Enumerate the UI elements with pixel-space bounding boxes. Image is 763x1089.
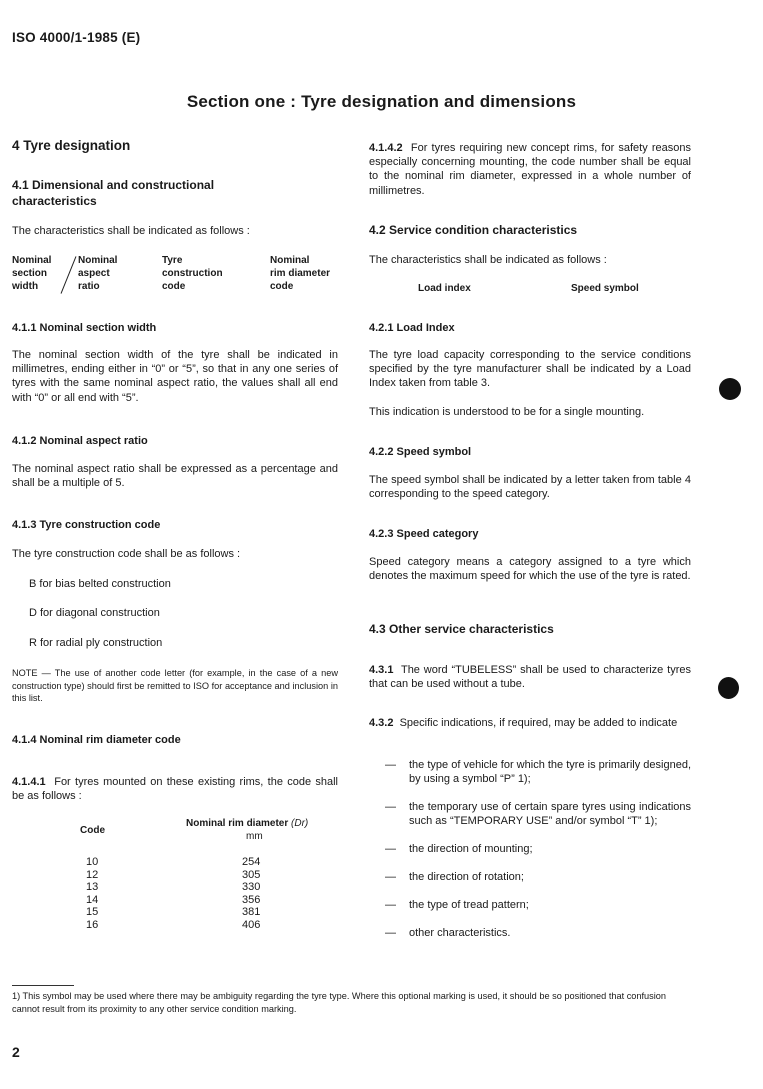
designation-text: aspect <box>78 267 110 279</box>
para-4-2-3: Speed category means a category assigned to a tyre which denotes the maximum speed for which the use of the tyre is rated. <box>369 556 691 583</box>
para-text: Specific indications, if required, may be added to indicate <box>399 717 678 729</box>
para-4-2-1-a: The tyre load capacity corresponding to the service conditions specified by the tyre manufacturer shall be indicated by a Load Index taken from table 3. <box>369 349 691 390</box>
para-4-3-1 <box>369 663 691 691</box>
para-4-1: The characteristics shall be indicated as follows : <box>12 225 250 237</box>
para-text: For tyres mounted on these existing rims, the code shall be as follows : <box>12 776 338 803</box>
table-cell-diameter: 381 <box>242 906 261 918</box>
heading-4-1-1: 4.1.1 Nominal section width <box>12 322 157 334</box>
designation-text: rim diameter <box>270 267 331 279</box>
table-cell-code: 15 <box>86 906 99 918</box>
footnote: 1) This symbol may be used where there may be ambiguity regarding the tyre type. Where this optional marking is used, it should be so positioned that confusion cannot result from its proximity to any other service condition marking. <box>12 991 667 1014</box>
dash-mark: — <box>385 801 396 813</box>
heading-4-1-3: 4.1.3 Tyre construction code <box>12 519 161 531</box>
dash-mark: — <box>385 927 396 939</box>
dash-item-mounting-direction <box>385 842 691 856</box>
table-header-diameter <box>186 818 308 831</box>
dash-text: the direction of rotation; <box>409 871 524 883</box>
para-4-1-2: The nominal aspect ratio shall be expressed as a percentage and shall be a multiple of 5. <box>12 463 338 490</box>
note: NOTE — The use of another code letter (for example, in the case of a new construction type) should first be remitted to ISO for acceptance and inclusion in this list. <box>12 668 338 703</box>
designation-text: code <box>162 280 186 292</box>
designation-text: Nominal <box>12 255 52 266</box>
heading-4-3: 4.3 Other service characteristics <box>369 622 554 636</box>
designation-text: Nominal <box>270 255 310 266</box>
table-cell-code: 10 <box>86 856 99 868</box>
designation-col-construction-code <box>162 255 223 293</box>
speed-symbol-label: Speed symbol <box>571 283 639 294</box>
heading-4-1-line2: characteristics <box>12 194 97 208</box>
heading-4-1-4: 4.1.4 Nominal rim diameter code <box>12 734 181 746</box>
dash-item-vehicle-type <box>385 758 691 786</box>
para-text: For tyres requiring new concept rims, for safety reasons especially concerning mounting, the code number shall be equal to the nominal rim diameter, expressed in a whole number of millimetres. <box>369 142 691 197</box>
heading-4-2-3: 4.2.3 Speed category <box>369 528 479 540</box>
table-cell-diameter: 406 <box>242 918 261 931</box>
dash-text: the direction of mounting; <box>409 843 533 855</box>
heading-4-2-2: 4.2.2 Speed symbol <box>369 446 472 458</box>
table-code-column <box>86 856 98 931</box>
para-number: 4.3.2 <box>369 717 394 729</box>
para-4-2-2: The speed symbol shall be indicated by a letter taken from table 4 corresponding to the speed category. <box>369 474 691 501</box>
table-header-text: Nominal rim diameter <box>186 818 289 829</box>
table-cell-code: 12 <box>86 868 99 881</box>
margin-blot <box>719 378 741 400</box>
load-index-label: Load index <box>418 283 471 294</box>
table-cell-code: 13 <box>86 881 99 893</box>
table-cell-diameter: 356 <box>242 893 261 906</box>
section-title: Section one : Tyre designation and dimensions <box>186 92 577 111</box>
dash-item-other <box>385 926 691 940</box>
page-number: 2 <box>12 1044 20 1060</box>
para-4-3-2 <box>369 716 691 730</box>
table-cell-diameter: 330 <box>242 881 261 893</box>
designation-slash <box>61 256 77 293</box>
dash-item-rotation-direction <box>385 870 691 884</box>
dash-item-tread-pattern <box>385 898 691 912</box>
para-number: 4.1.4.2 <box>369 142 403 154</box>
heading-4-2-1: 4.2.1 Load Index <box>369 322 455 334</box>
heading-4-1-2: 4.1.2 Nominal aspect ratio <box>12 435 148 447</box>
para-number: 4.1.4.1 <box>12 776 46 788</box>
para-text: The word “TUBELESS” shall be used to characterize tyres that can be used without a tube. <box>369 664 691 691</box>
designation-text: construction <box>162 267 223 279</box>
para-4-1-1: The nominal section width of the tyre shall be indicated in millimetres, ending either in “0” or “5”, so that in any one series of tyres with the same nominal aspect ratio, the values shall all end with “0” or all end with “5”. <box>12 349 338 404</box>
code-item-r: R for radial ply construction <box>29 637 163 649</box>
dash-text: the temporary use of certain spare tyres using indications such as “TEMPORARY USE” and/or symbol “T” 1); <box>409 801 691 828</box>
para-4-1-4-1 <box>12 775 338 803</box>
designation-scheme <box>12 255 338 297</box>
table-cell-diameter: 254 <box>242 856 261 868</box>
designation-text: code <box>270 280 294 292</box>
document-id: ISO 4000/1-1985 (E) <box>12 30 141 45</box>
para-4-2-1-b: This indication is understood to be for a single mounting. <box>369 406 645 418</box>
dash-mark: — <box>385 759 396 771</box>
para-4-2: The characteristics shall be indicated as follows : <box>369 254 607 266</box>
designation-col-rim-code <box>270 255 330 293</box>
table-header-symbol: (Dr) <box>291 818 309 829</box>
dash-mark: — <box>385 899 396 911</box>
designation-col-section-width <box>12 255 51 293</box>
designation-text: Tyre <box>162 255 183 266</box>
dash-mark: — <box>385 871 396 883</box>
code-item-d: D for diagonal construction <box>29 607 160 619</box>
code-item-b: B for bias belted construction <box>29 578 171 590</box>
heading-4-2: 4.2 Service condition characteristics <box>369 223 578 237</box>
dash-item-temporary-use <box>385 800 691 828</box>
designation-text: Nominal <box>78 255 118 266</box>
para-4-1-4-2 <box>369 141 691 198</box>
dash-mark: — <box>385 843 396 855</box>
para-number: 4.3.1 <box>369 664 394 676</box>
designation-text: width <box>12 280 39 292</box>
heading-4-1-line1: 4.1 Dimensional and constructional <box>12 178 215 192</box>
table-cell-code: 16 <box>86 918 99 931</box>
table-cell-diameter: 305 <box>242 868 261 881</box>
designation-text: section <box>12 267 48 279</box>
table-header-unit: mm <box>246 831 263 842</box>
designation-col-aspect-ratio <box>78 255 117 293</box>
table-diameter-column <box>242 856 260 931</box>
heading-4: 4 Tyre designation <box>12 138 131 153</box>
table-cell-code: 14 <box>86 893 99 906</box>
designation-text: ratio <box>78 280 100 292</box>
margin-blot <box>718 677 739 699</box>
footnote-rule <box>12 985 74 986</box>
dash-text: other characteristics. <box>409 927 511 939</box>
table-header-code: Code <box>80 825 105 836</box>
para-4-1-3: The tyre construction code shall be as follows : <box>12 548 241 560</box>
dash-text: the type of tread pattern; <box>409 899 529 911</box>
dash-text: the type of vehicle for which the tyre is primarily designed, by using a symbol “P” 1); <box>409 759 691 786</box>
